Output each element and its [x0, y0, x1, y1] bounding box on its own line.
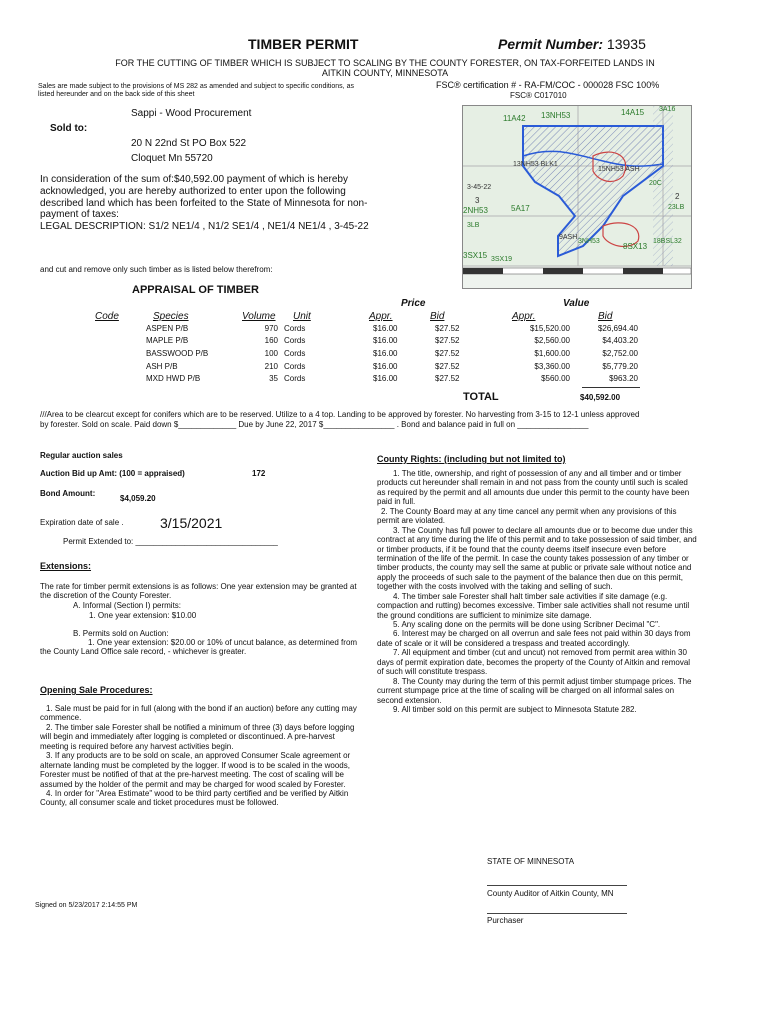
consideration-line2: acknowledged, you are hereby authorized to enter upon the following	[40, 185, 346, 197]
auditor-label: County Auditor of Aitkin County, MN	[487, 889, 614, 898]
col-price-appr: Appr.	[369, 311, 393, 322]
rights-title: County Rights: (including but not limited to)	[377, 454, 566, 464]
col-price-bid: Bid	[430, 311, 445, 322]
map-label-10: 3SX15	[463, 251, 488, 260]
rights-item: 3. The County has full power to declare all amounts due or to become due under this contract at any time during the life of this permit and to take possession of said timber, and or timber products, if it be found that the county deems itself insecure even before termination of the life of the permit. In case the county takes possession of any timber or timber products, the county may sell the same at public or private sale without notice and apply the proceeds of such sale to the payment of the balance then due on this permit, together with the costs involved with the taking and selling of such.	[377, 525, 697, 592]
map-label-14: 20C	[649, 180, 662, 187]
rights-item: 9. All timber sold on this permit are subject to Minnesota Statute 282.	[393, 704, 637, 714]
unit-cell: Cords	[284, 374, 306, 384]
rights-item: 4. The timber sale Forester shall halt timber sale activities if site damage (e.g. compaction and rutting) becomes excessive. Timber sale activities shall not resume until the ground conditions are sufficient to minimize site damage.	[377, 591, 690, 620]
buyer-name: Sappi - Wood Procurement	[131, 108, 252, 119]
buyer-address2: Cloquet Mn 55720	[131, 153, 213, 164]
consideration-line1: In consideration of the sum of:$40,592.00 payment of which is hereby	[40, 174, 348, 185]
table-row	[95, 360, 638, 373]
appraisal-table	[95, 322, 638, 385]
col-code: Code	[95, 311, 119, 322]
bond-value: $4,059.20	[120, 494, 156, 503]
auditor-signature-line	[487, 885, 627, 886]
appr-value-cell: $15,520.00	[529, 323, 570, 333]
table-row	[95, 347, 638, 360]
extensions-rate: The rate for timber permit extensions is as follows: One year extension may be granted at the discretion of the County Forester.	[40, 582, 357, 601]
opening-item: 1. Sale must be paid for in full (along with the bond if an auction) before any cutting may commence.	[40, 704, 357, 723]
appr-price-cell: $16.00	[373, 323, 398, 333]
total-value: $40,592.00	[580, 393, 621, 402]
species-cell: ASH P/B	[146, 361, 178, 371]
harvest-note-line2: by forester. Sold on scale. Paid down $_____________ Due by June 22, 2017 $________________ . Bond and balance paid in full on ________________	[40, 420, 589, 429]
bid-price-cell: $27.52	[435, 374, 460, 384]
map-label-9: 2NH53	[463, 206, 488, 215]
fsc-certification: FSC® certification # - RA-FM/COC - 000028 FSC 100%	[436, 80, 660, 90]
appr-price-cell: $16.00	[373, 336, 398, 346]
map-label-20: 3-45-22	[467, 184, 492, 191]
rights-item: 6. Interest may be charged on all overrun and sale fees not paid within 30 days from date of scale or it will be considered a trespass and treated accordingly.	[377, 629, 691, 648]
extensions-auction-1: 1. One year extension: $20.00 or 10% of uncut balance, as determined from the County Land Office sale record, - whichever is greater.	[40, 638, 358, 657]
species-cell: MXD HWD P/B	[146, 374, 201, 384]
bid-value-cell: $4,403.20	[602, 336, 638, 346]
map-label-12: 18BSL32	[653, 238, 682, 245]
appr-value-cell: $3,360.00	[534, 361, 570, 371]
map-label-11: 2	[675, 192, 680, 201]
rights-item: 2. The County Board may at any time cancel any permit when any provisions of this permit are violated.	[377, 506, 677, 526]
opening-title: Opening Sale Procedures:	[40, 685, 153, 695]
map-label-5: 15NH53 ASH	[598, 166, 640, 173]
map-label-17: 9ASH	[559, 234, 578, 241]
volume-cell: 100	[264, 348, 278, 358]
buyer-address1: 20 N 22nd St PO Box 522	[131, 138, 247, 149]
bid-price-cell: $27.52	[435, 323, 460, 333]
map-label-8: 8SX13	[623, 242, 648, 251]
provisions-line2: listed hereunder and on the back side of this sheet	[38, 91, 195, 98]
species-cell: ASPEN P/B	[146, 323, 189, 333]
fsc-code: FSC® C017010	[510, 91, 567, 100]
price-header: Price	[401, 298, 426, 309]
signed-timestamp: Signed on 5/23/2017 2:14:55 PM	[35, 902, 138, 909]
species-cell: BASSWOOD P/B	[146, 348, 209, 358]
col-unit: Unit	[293, 311, 311, 322]
col-species: Species	[153, 311, 189, 322]
provisions-line1: Sales are made subject to the provisions of MS 282 as amended and subject to specific conditions, as	[38, 83, 354, 90]
consideration-text	[40, 174, 460, 221]
subtitle-line1: FOR THE CUTTING OF TIMBER WHICH IS SUBJECT TO SCALING BY THE COUNTY FORESTER, ON TAX-FORFEITED LANDS IN	[115, 58, 655, 68]
map-label-19: 3LB	[467, 222, 480, 229]
map-label-6: 3	[475, 196, 480, 205]
opening-item: 4. In order for "Area Estimate" wood to be third party certified and be verified by Aitkin County, all consumer scale and ticket procedures must be followed.	[40, 788, 349, 808]
map-label-1: 14A15	[621, 108, 645, 117]
permit-number: 13935	[606, 36, 646, 52]
appr-value-cell: $560.00	[541, 374, 570, 384]
opening-item: 2. The timber sale Forester shall be notified a minimum of three (3) days before logging will begin and immediately after logging is completed or discontinued. A pre-harvest meeting is required before any harvest activities begin.	[40, 722, 355, 751]
extensions-informal: A. Informal (Section I) permits:	[73, 601, 182, 610]
map-label-16: 3NH53	[578, 238, 600, 245]
col-volume: Volume	[242, 311, 276, 322]
consideration-line3: described land which has been forfeited to the State of Minnesota for non-	[40, 197, 368, 209]
opening-list	[40, 704, 362, 808]
state-label: STATE OF MINNESOTA	[487, 857, 575, 866]
volume-cell: 210	[264, 361, 278, 371]
opening-item: 3. If any products are to be sold on scale, an approved Consumer Scale agreement or alternate landing must be completed by the logger. If wood is to be scaled in the woods, Forester must be notified of that at the pre-harvest meeting. The cost of scaling will be assumed by the holder of the permit and may be charged for wood scaled by Forester.	[40, 751, 351, 789]
rights-item: 1. The title, ownership, and right of possession of any and all timber and or timber products cut hereunder shall remain in and not pass from the county until such is scaled as required by the permit and all amounts due under this permit to the county have been paid in full.	[377, 469, 690, 507]
purchaser-signature-line	[487, 913, 627, 914]
subtitle-line2: AITKIN COUNTY, MINNESOTA	[321, 68, 449, 78]
appr-price-cell: $16.00	[373, 361, 398, 371]
permit-number-label: Permit Number:	[498, 36, 604, 52]
rights-item: 5. Any scaling done on the permits will be done using Scribner Decimal "C".	[393, 620, 661, 629]
cut-remove-text: and cut and remove only such timber as is listed below therefrom:	[40, 265, 273, 274]
appr-value-cell: $2,560.00	[534, 336, 570, 346]
appraisal-title: APPRAISAL OF TIMBER	[132, 284, 259, 296]
table-row	[95, 322, 638, 335]
map-label-13: 23LB	[668, 204, 685, 211]
bid-value-cell: $2,752.00	[602, 348, 638, 358]
consideration-line4: payment of taxes:	[40, 209, 119, 221]
legal-description: LEGAL DESCRIPTION: S1/2 NE1/4 , N1/2 SE1/4 , NE1/4 NE1/4 , 3-45-22	[40, 221, 369, 232]
sale-area-map	[462, 105, 692, 289]
col-value-appr: Appr.	[512, 311, 536, 322]
bid-price-cell: $27.52	[435, 336, 460, 346]
extensions-informal-1: 1. One year extension: $10.00	[89, 611, 197, 620]
map-label-15: 3A16	[659, 106, 676, 113]
permit-number-block	[498, 36, 646, 52]
map-label-4: 13NH53 BLK1	[513, 161, 558, 168]
appr-price-cell: $16.00	[373, 374, 398, 384]
expiration-value: 3/15/2021	[160, 515, 223, 531]
volume-cell: 35	[269, 374, 278, 384]
bond-label: Bond Amount:	[40, 489, 96, 498]
table-row	[95, 335, 638, 348]
unit-cell: Cords	[284, 336, 306, 346]
rights-item: 7. All equipment and timber (cut and uncut) not removed from permit area within 30 days of permit expiration date, becomes the property of the County of Aitkin and removal of such will constitute trespass.	[377, 648, 691, 677]
bid-up-value: 172	[252, 469, 266, 478]
expiration-label: Expiration date of sale .	[40, 518, 124, 527]
rights-list	[377, 469, 697, 714]
permit-title: TIMBER PERMIT	[248, 36, 359, 52]
permit-extended-label: Permit Extended to: ________________________________	[63, 537, 278, 546]
unit-cell: Cords	[284, 348, 306, 358]
total-label: TOTAL	[463, 391, 499, 403]
sold-to-label: Sold to:	[50, 123, 88, 134]
appr-value-cell: $1,600.00	[534, 348, 570, 358]
extensions-auction: B. Permits sold on Auction:	[73, 629, 169, 638]
extensions-title: Extensions:	[40, 561, 92, 571]
appr-price-cell: $16.00	[373, 348, 398, 358]
regular-auction-label: Regular auction sales	[40, 451, 123, 460]
table-row	[95, 372, 638, 385]
map-label-2: 11A42	[503, 114, 526, 123]
total-divider	[582, 387, 640, 388]
rights-item: 8. The County may during the term of this permit adjust timber stumpage prices. The current stumpage price at the time of scaling will be charged on all informal sales on second extension.	[377, 676, 692, 705]
map-label-18: 3SX19	[491, 256, 513, 263]
bid-value-cell: $963.20	[609, 374, 638, 384]
bid-value-cell: $26,694.40	[597, 323, 638, 333]
volume-cell: 970	[264, 323, 278, 333]
purchaser-label: Purchaser	[487, 916, 524, 925]
bid-price-cell: $27.52	[435, 361, 460, 371]
bid-up-label: Auction Bid up Amt: (100 = appraised)	[40, 469, 185, 478]
col-value-bid: Bid	[598, 311, 613, 322]
unit-cell: Cords	[284, 323, 306, 333]
value-header: Value	[563, 298, 590, 309]
bid-price-cell: $27.52	[435, 348, 460, 358]
bid-value-cell: $5,779.20	[602, 361, 638, 371]
unit-cell: Cords	[284, 361, 306, 371]
species-cell: MAPLE P/B	[146, 336, 189, 346]
map-label-3: 13NH53	[541, 111, 571, 120]
volume-cell: 160	[264, 336, 278, 346]
map-label-7: 5A17	[511, 204, 530, 213]
harvest-note-line1: ///Area to be clearcut except for conifers which are to be reserved. Utilize to a 4 top. Landing to be approved by forester. No harvesting from 3-15 to 12-1 unless approved	[40, 410, 640, 419]
